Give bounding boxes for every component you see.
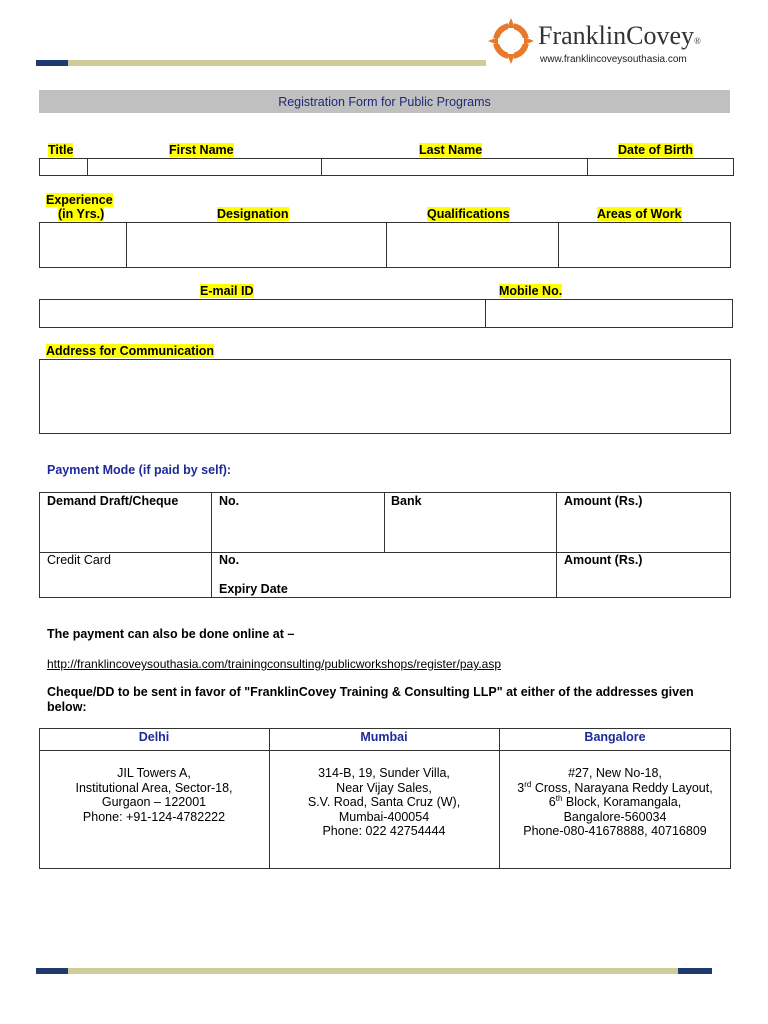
title-field[interactable]	[40, 159, 87, 175]
form-title: Registration Form for Public Programs	[278, 95, 491, 109]
label-address: Address for Communication	[46, 344, 215, 358]
cc-no-label: No.	[219, 553, 240, 567]
franklincovey-logo-icon	[488, 18, 534, 64]
office-city-bangalore: Bangalore	[584, 730, 646, 744]
address-line: JIL Towers A,	[117, 766, 191, 780]
cc-expiry-field[interactable]	[300, 580, 555, 597]
footer-rule-olive	[68, 968, 678, 974]
address-line: 3rd Cross, Narayana Reddy Layout,	[517, 779, 713, 795]
address-line: S.V. Road, Santa Cruz (W),	[307, 795, 461, 810]
office-address-delhi	[39, 766, 269, 824]
footer-rule-navy-left	[36, 968, 68, 974]
label-areas-of-work: Areas of Work	[597, 207, 682, 221]
address-phone: Phone: 022 42754444	[322, 824, 446, 839]
address-line: #27, New No-18,	[568, 766, 662, 780]
payment-mode-heading: Payment Mode (if paid by self):	[47, 463, 232, 477]
qualifications-field[interactable]	[387, 223, 558, 267]
dd-label: Demand Draft/Cheque	[47, 494, 179, 508]
header-rule-olive	[68, 60, 486, 66]
registered-mark: ®	[694, 36, 701, 46]
cc-amount-label: Amount (Rs.)	[564, 553, 643, 567]
cc-amount-field[interactable]	[557, 570, 730, 597]
experience-field[interactable]	[40, 223, 126, 267]
address-line: 314-B, 19, Sunder Villa,	[318, 766, 450, 780]
designation-field[interactable]	[127, 223, 386, 267]
label-designation: Designation	[217, 207, 289, 221]
cc-no-field[interactable]	[250, 553, 555, 577]
address-line: Bangalore-560034	[563, 809, 667, 824]
label-date-of-birth: Date of Birth	[618, 143, 693, 157]
cheque-instructions: Cheque/DD to be sent in favor of "FranklinCovey Training & Consulting LLP" at either of the addresses given below:	[47, 685, 694, 714]
office-city-mumbai: Mumbai	[360, 730, 408, 744]
cc-expiry-label: Expiry Date	[219, 582, 288, 596]
office-address-mumbai	[269, 766, 499, 839]
label-last-name: Last Name	[419, 143, 483, 157]
label-first-name: First Name	[169, 143, 234, 157]
label-experience-years: (in Yrs.)	[58, 207, 105, 221]
offices-header-divider	[39, 750, 731, 751]
email-field[interactable]	[40, 300, 485, 327]
mobile-field[interactable]	[486, 300, 732, 327]
last-name-field[interactable]	[322, 159, 587, 175]
address-phone: Phone: +91-124-4782222	[82, 809, 226, 824]
label-title: Title	[48, 143, 74, 157]
dd-no-field[interactable]	[212, 510, 384, 552]
online-payment-text: The payment can also be done online at –	[47, 627, 295, 641]
address-field[interactable]	[39, 359, 731, 434]
label-mobile: Mobile No.	[499, 284, 563, 298]
dd-no-label: No.	[219, 494, 240, 508]
dd-bank-field[interactable]	[385, 510, 556, 552]
label-experience: Experience	[46, 193, 113, 207]
areas-of-work-field[interactable]	[559, 223, 730, 267]
dd-amount-label: Amount (Rs.)	[564, 494, 643, 508]
online-payment-link[interactable]: http://franklincoveysouthasia.com/trainingconsulting/publicworkshops/register/pay.asp	[47, 657, 502, 671]
address-phone: Phone-080-41678888, 40716809	[523, 824, 707, 839]
office-city-delhi: Delhi	[138, 730, 170, 744]
office-address-bangalore	[499, 766, 731, 839]
address-line: Mumbai-400054	[338, 809, 430, 824]
first-name-field[interactable]	[88, 159, 321, 175]
brand-website: www.franklincoveysouthasia.com	[540, 54, 687, 65]
address-line: 6th Block, Koramangala,	[548, 794, 682, 810]
footer-rule-navy-right	[678, 968, 712, 974]
dd-bank-label: Bank	[391, 494, 422, 508]
label-email: E-mail ID	[200, 284, 254, 298]
label-qualifications: Qualifications	[427, 207, 510, 221]
cc-label: Credit Card	[47, 553, 111, 567]
brand-name: FranklinCovey®	[538, 21, 701, 50]
address-line: Institutional Area, Sector-18,	[75, 780, 233, 795]
dd-amount-field[interactable]	[557, 510, 730, 552]
header-rule-navy	[36, 60, 68, 66]
date-of-birth-field[interactable]	[588, 159, 733, 175]
address-line: Near Vijay Sales,	[336, 780, 432, 795]
address-line: Gurgaon – 122001	[101, 795, 207, 810]
